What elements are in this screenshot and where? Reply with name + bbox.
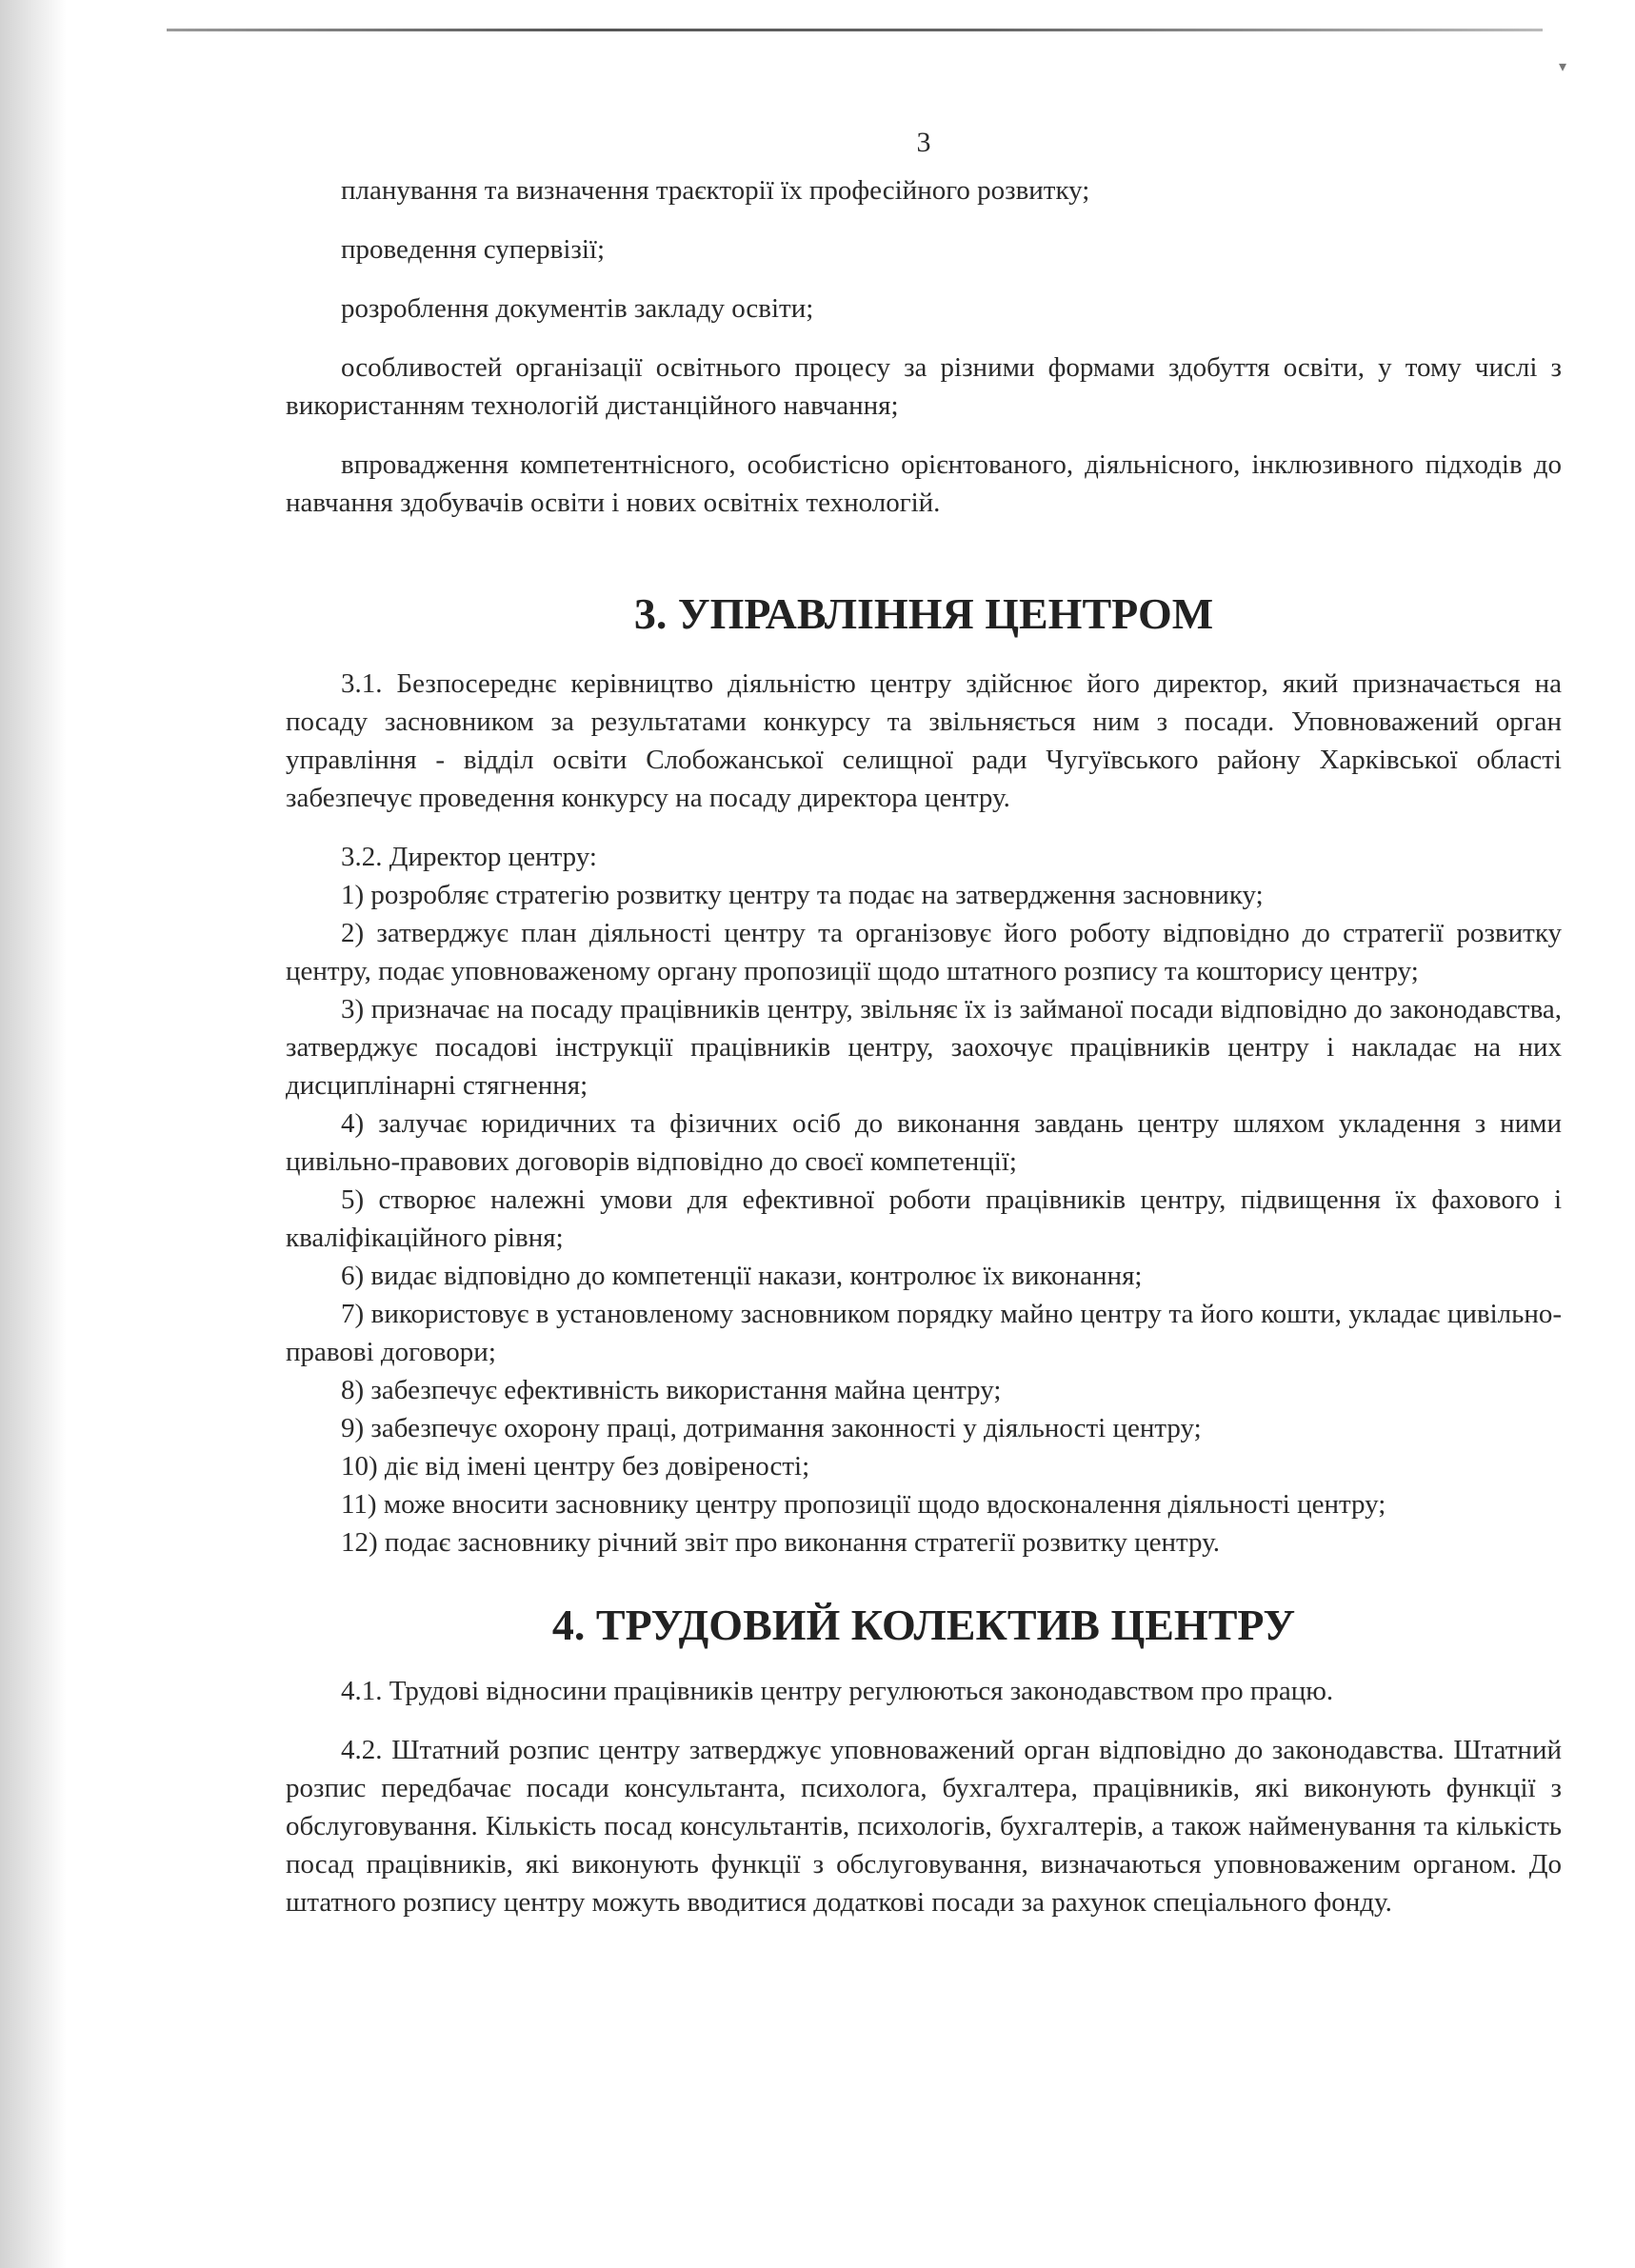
intro-item: впровадження компетентнісного, особистісно орієнтованого, діяльнісного, інклюзивного підходів до навчання здобувачів освіти і нових освітніх технологій.: [286, 449, 1562, 518]
intro-item: проведення супервізії;: [341, 234, 606, 265]
intro-item: особливостей організації освітнього процесу за різними формами здобуття освіти, у тому числі з використанням технологій дистанційного навчання;: [286, 352, 1562, 421]
director-duty-item: 1) розробляє стратегію розвитку центру та подає на затвердження засновнику;: [341, 880, 1264, 910]
section-3-paragraph-2-intro: 3.2. Директор центру:: [341, 842, 597, 872]
scan-mark: ▾: [1559, 59, 1567, 75]
director-duty-item: 7) використовує в установленому засновником порядку майно центру та його кошти, укладає цивільно-правові договори;: [286, 1299, 1562, 1367]
page-number: 3: [916, 127, 931, 158]
director-duty-item: 8) забезпечує ефективність використання майна центру;: [341, 1375, 1002, 1405]
director-duty-item: 10) діє від імені центру без довіреності;: [341, 1451, 810, 1482]
director-duty-item: 4) залучає юридичних та фізичних осіб до виконання завдань центру шляхом укладення з ними цивільно-правових договорів відповідно до своєї компетенції;: [286, 1108, 1562, 1177]
director-duty-item: 11) може вносити засновнику центру пропозиції щодо вдосконалення діяльності центру;: [341, 1489, 1386, 1520]
intro-item: планування та визначення траєкторії їх професійного розвитку;: [341, 175, 1090, 206]
scan-shadow: [0, 0, 67, 2268]
section-3-paragraph-1: 3.1. Безпосереднє керівництво діяльністю центру здійснює його директор, який призначається на посаду засновником за результатами конкурсу та звільняється ним з посади. Уповноважений орган управління - відділ освіти Слобожанської селищної ради Чугуївського району Харківської області забезпечує проведення конкурсу на посаду директора центру.: [286, 668, 1562, 813]
section-4-heading: 4. ТРУДОВИЙ КОЛЕКТИВ ЦЕНТРУ: [551, 1601, 1296, 1649]
intro-item: розроблення документів закладу освіти;: [341, 293, 814, 324]
top-rule-line: [167, 29, 1543, 31]
section-4-paragraph-2: 4.2. Штатний розпис центру затверджує уповноважений орган відповідно до законодавства. Штатний розпис передбачає посади консультанта, психолога, бухгалтера, працівників, які виконують функції з обслуговування. Кількість посад консультантів, психологів, бухгалтерів, а також найменування та кількість посад працівників, які виконують функції з обслуговування, визначаються уповноваженим органом. До штатного розпису центру можуть вводитися додаткові посади за рахунок спеціального фонду.: [286, 1735, 1562, 1918]
section-4-paragraph-1: 4.1. Трудові відносини працівників центру регулюються законодавством про працю.: [341, 1676, 1334, 1706]
director-duty-item: 6) видає відповідно до компетенції накази, контролює їх виконання;: [341, 1261, 1143, 1291]
director-duty-item: 12) подає засновнику річний звіт про виконання стратегії розвитку центру.: [341, 1527, 1220, 1558]
director-duty-item: 3) призначає на посаду працівників центру, звільняє їх із займаної посади відповідно до законодавства, затверджує посадові інструкції працівників центру, заохочує працівників центру і накладає на них дисциплінарні стягнення;: [286, 994, 1562, 1101]
director-duty-item: 2) затверджує план діяльності центру та організовує його роботу відповідно до стратегії розвитку центру, подає уповноваженому органу пропозиції щодо штатного розпису та кошторису центру;: [286, 918, 1562, 986]
director-duty-item: 9) забезпечує охорону праці, дотримання законності у діяльності центру;: [341, 1413, 1202, 1443]
section-3-heading: 3. УПРАВЛІННЯ ЦЕНТРОМ: [633, 589, 1214, 638]
document-page: [286, 124, 1562, 1921]
director-duty-item: 5) створює належні умови для ефективної роботи працівників центру, підвищення їх фахового і кваліфікаційного рівня;: [286, 1184, 1562, 1253]
